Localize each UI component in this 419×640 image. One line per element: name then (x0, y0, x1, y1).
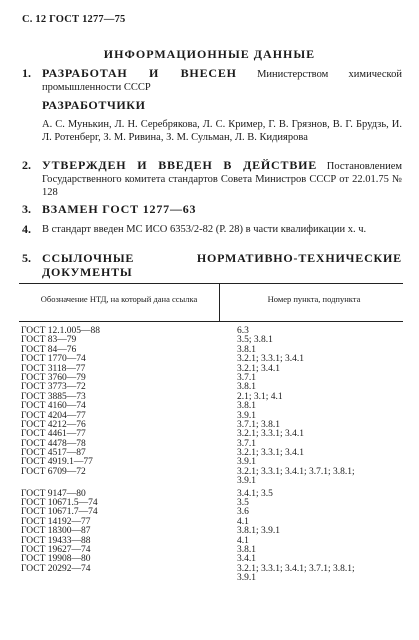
table-header-divider (219, 283, 220, 321)
clause-cell: 3.2.1; 3.3.1; 3.4.1 (237, 429, 305, 440)
section-number: 5. (22, 251, 31, 265)
document-cell: ГОСТ 14192—77 (21, 516, 91, 527)
document-cell: ГОСТ 4160—74 (21, 401, 86, 412)
developers-names: А. С. Мунькин, Л. Н. Серебрякова, Л. С. Кример, Г. В. Грязнов, В. Г. Брудзь, И. Л. Ротенберг, З. М. Ривина, З. М. Сульман, Л. В. Кидиярова (42, 119, 402, 143)
section-text (42, 67, 402, 94)
clause-cell: 3.2.1; 3.3.1; 3.4.1; 3.7.1; 3.8.1; (237, 466, 355, 477)
table-row (19, 477, 403, 486)
clause-cell: 3.7.1 (237, 372, 256, 383)
section-heading: ВЗАМЕН ГОСТ 1277—63 (42, 202, 197, 216)
clause-cell: 3.5 (237, 498, 249, 509)
clause-cell: 3.8.1 (237, 544, 256, 555)
document-title: ИНФОРМАЦИОННЫЕ ДАННЫЕ (103, 47, 316, 61)
document-cell: ГОСТ 4478—78 (21, 438, 86, 449)
developers-list (22, 118, 402, 144)
document-cell: ГОСТ 19908—80 (21, 554, 91, 565)
clause-cell: 3.8.1; 3.9.1 (237, 526, 281, 537)
section-5 (22, 252, 402, 280)
section-text (42, 159, 402, 199)
table-header-rule (19, 321, 403, 322)
document-cell: ГОСТ 4212—76 (21, 419, 86, 430)
clause-cell: 3.2.1; 3.3.1; 3.4.1 (237, 354, 305, 365)
section-text (42, 203, 402, 217)
clause-cell: 3.8.1 (237, 382, 256, 393)
section-number: 1. (22, 66, 31, 80)
section-2 (22, 159, 402, 199)
section-3 (22, 203, 402, 217)
column-header-document: Обозначение НТД, на который дана ссылка (40, 294, 198, 304)
document-cell: ГОСТ 6709—72 (21, 466, 86, 477)
section-heading: ССЫЛОЧНЫЕ НОРМАТИВНО-ТЕХНИЧЕСКИЕ ДОКУМЕНТЫ (42, 251, 402, 279)
section-heading: РАЗРАБОТАН И ВНЕСЕН (42, 66, 237, 80)
section-body: Постановлением Государственного комитета стандартов Совета Министров СССР от 22.01.75 № 128 (42, 161, 403, 198)
clause-cell: 3.2.1; 3.3.1; 3.4.1; 3.7.1; 3.8.1; (237, 563, 355, 574)
table-body (19, 327, 403, 584)
document-cell: ГОСТ 4517—87 (21, 448, 86, 459)
document-cell: ГОСТ 12.1.005—88 (21, 326, 100, 336)
clause-cell: 3.8.1 (237, 401, 256, 412)
document-cell: ГОСТ 1770—74 (21, 354, 86, 365)
table-row (19, 565, 403, 574)
clause-cell: 3.7.1; 3.8.1 (237, 419, 281, 430)
page-header: С. 12 ГОСТ 1277—75 (22, 14, 126, 25)
clause-cell: 3.9.1 (237, 476, 256, 487)
section-number: 3. (22, 202, 31, 216)
document-cell: ГОСТ 20292—74 (21, 563, 91, 574)
clause-cell: 3.9.1 (237, 573, 256, 584)
section-number: 2. (22, 158, 31, 172)
table-row (19, 468, 403, 477)
section-1 (22, 67, 402, 94)
clause-cell: 3.5; 3.8.1 (237, 335, 273, 346)
section-4 (22, 223, 402, 236)
clause-cell: 3.6 (237, 507, 249, 518)
section-number: 4. (22, 222, 31, 236)
document-cell: ГОСТ 9147—80 (21, 488, 86, 499)
document-cell: ГОСТ 19433—88 (21, 535, 91, 546)
clause-cell: 3.7.1 (237, 438, 256, 449)
section-heading: УТВЕРЖДЕН И ВВЕДЕН В ДЕЙСТВИЕ (42, 158, 318, 172)
column-header-clause: Номер пункта, подпункта (267, 294, 361, 304)
table-row (19, 336, 403, 345)
clause-cell: 4.1 (237, 516, 249, 527)
document-cell: ГОСТ 10671.5—74 (21, 498, 98, 509)
document-cell: ГОСТ 3773—72 (21, 382, 86, 393)
document-cell: ГОСТ 84—76 (21, 344, 77, 355)
clause-cell: 3.2.1; 3.3.1; 3.4.1 (237, 448, 305, 459)
document-cell: ГОСТ 10671.7—74 (21, 507, 98, 518)
developers-heading-block (22, 99, 402, 112)
clause-cell: 3.2.1; 3.4.1 (237, 363, 281, 374)
document-cell: ГОСТ 3885—73 (21, 391, 86, 402)
clause-cell: 3.4.1; 3.5 (237, 488, 273, 499)
clause-cell: 3.4.1 (237, 554, 256, 565)
document-cell: ГОСТ 4204—77 (21, 410, 86, 421)
clause-cell: 3.9.1 (237, 457, 256, 468)
document-cell: ГОСТ 19627—74 (21, 544, 91, 555)
table-top-rule (19, 283, 403, 284)
section-text (42, 252, 402, 280)
clause-cell: 2.1; 3.1; 4.1 (237, 391, 283, 402)
clause-cell: 6.3 (237, 326, 249, 336)
table-row (19, 574, 403, 583)
developers-heading: РАЗРАБОТЧИКИ (42, 98, 146, 112)
document-cell: ГОСТ 4919.1—77 (21, 457, 93, 468)
section-body: В стандарт введен МС ИСО 6353/2-82 (Р. 28) в части квалификации х. ч. (42, 224, 367, 235)
document-cell: ГОСТ 83—79 (21, 335, 77, 346)
table-row (19, 327, 403, 336)
clause-cell: 3.8.1 (237, 344, 256, 355)
document-cell: ГОСТ 3118—77 (21, 363, 86, 374)
section-body: Министерством химической промышленности СССР (42, 69, 402, 93)
clause-cell: 4.1 (237, 535, 249, 546)
clause-cell: 3.9.1 (237, 410, 256, 421)
document-cell: ГОСТ 18300—87 (21, 526, 91, 537)
document-cell: ГОСТ 4461—77 (21, 429, 86, 440)
document-cell: ГОСТ 3760—79 (21, 372, 86, 383)
